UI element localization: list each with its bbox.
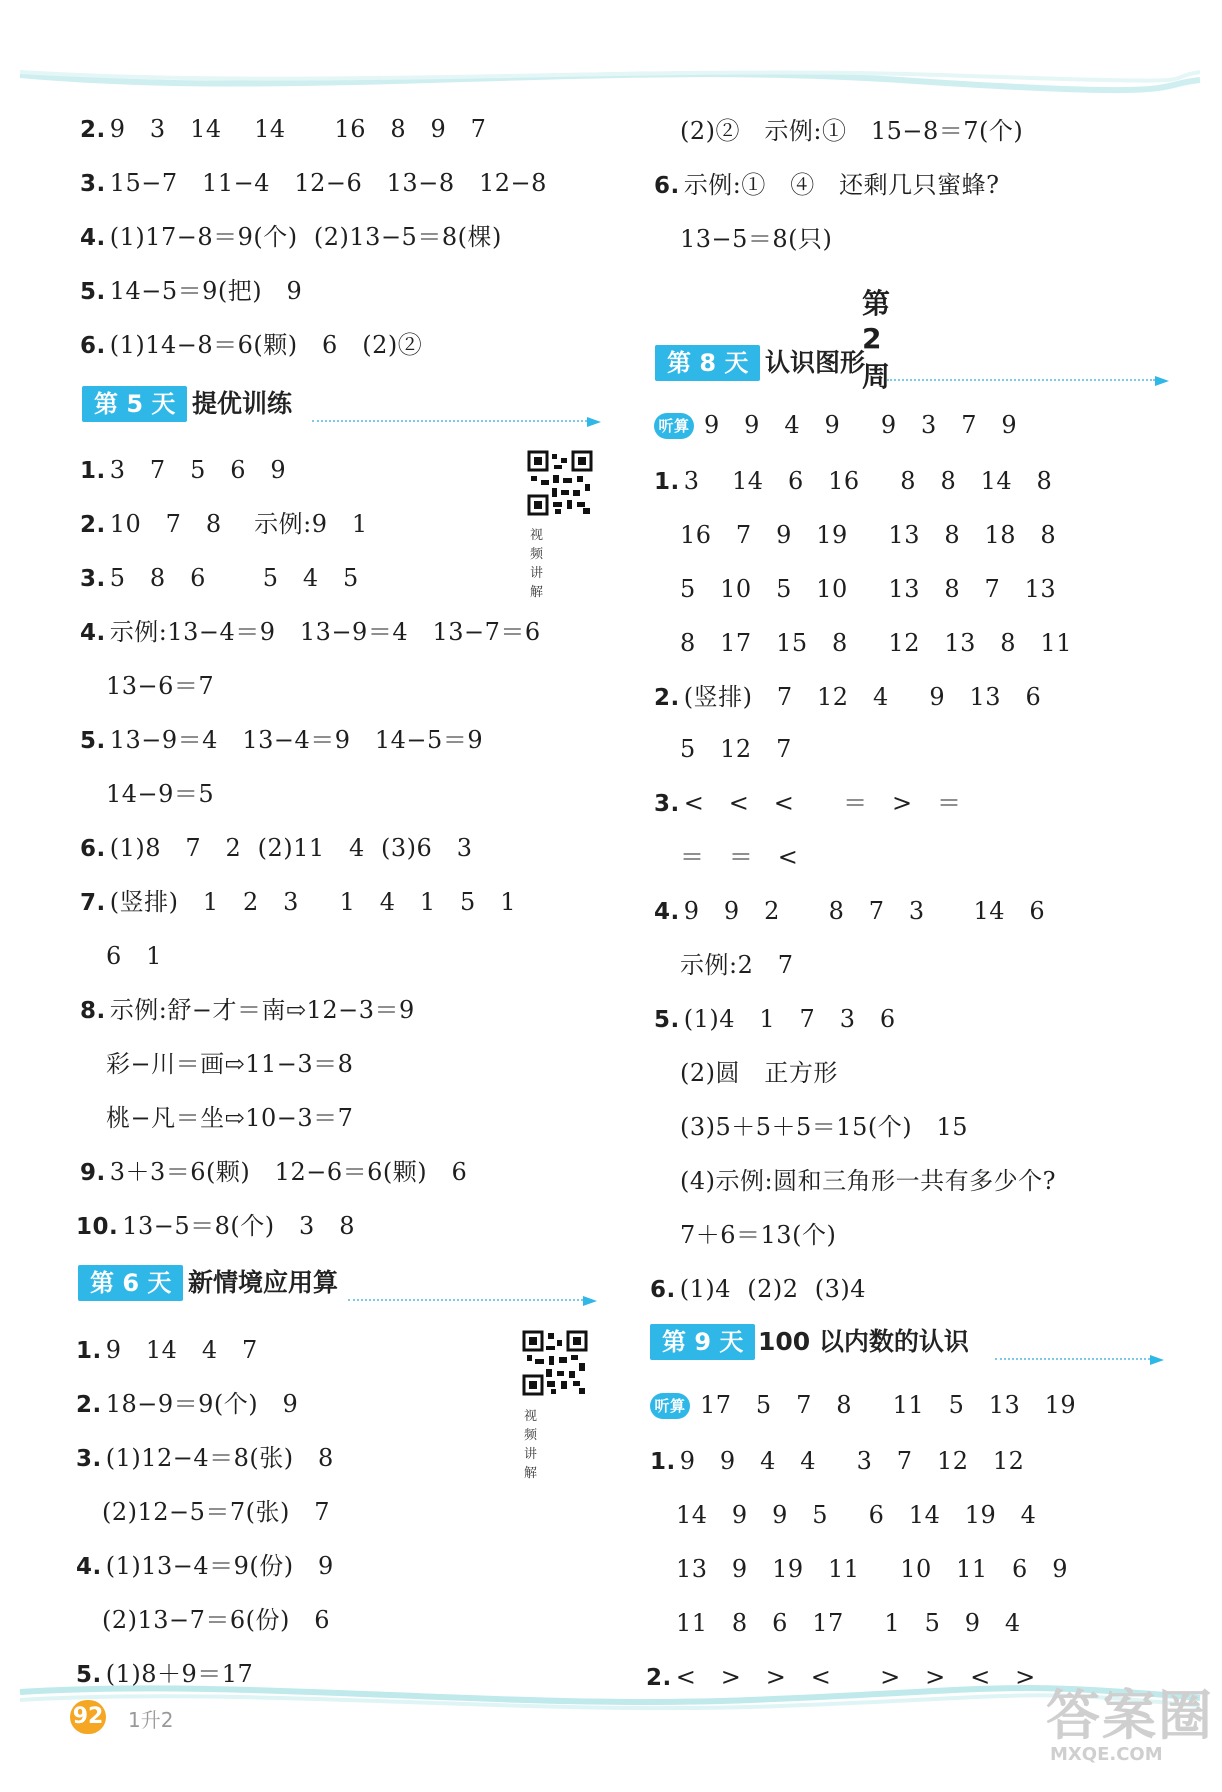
day-badge: 第 5 天 [82, 386, 187, 422]
answer-line: 6. (1)4 (2)2 (3)4 [650, 1275, 867, 1303]
answer-line: 2. 10 7 8 示例:9 1 [80, 510, 368, 538]
answer-line: 2. < > > < > > < > [646, 1663, 1036, 1691]
answer-line: 4. 示例:13−4＝9 13−9＝4 13−7＝6 [80, 618, 541, 646]
grade-label: 1升2 [128, 1708, 174, 1732]
answer-line: 3. < < < ＝ > ＝ [654, 789, 962, 817]
answer-line: 2. 9 3 14 14 16 8 9 7 [80, 115, 487, 143]
qr-label: 视频讲解 [530, 528, 544, 600]
answer-line: (2)② 示例:① 15−8＝7(个) [680, 117, 1024, 145]
answer-line: 听算 17 5 7 8 11 5 13 19 [650, 1390, 1076, 1420]
answer-line: 7＋6＝13(个) [680, 1221, 837, 1249]
qr-code-icon[interactable] [527, 450, 593, 516]
section-header-day5 [82, 386, 602, 424]
listen-badge: 听算 [654, 413, 694, 439]
section-header-day9 [650, 1324, 1170, 1362]
answer-line: 听算 9 9 4 9 9 3 7 9 [654, 410, 1017, 440]
answer-line: 1. 9 14 4 7 [76, 1336, 258, 1364]
answer-line: 1. 3 7 5 6 9 [80, 456, 287, 484]
section-title: 新情境应用算 [188, 1268, 339, 1297]
answer-line: 5. 14−5＝9(把) 9 [80, 277, 303, 305]
arrow-marker-icon [587, 417, 601, 427]
arrow-marker-icon [1155, 376, 1169, 386]
answer-line: (3)5＋5＋5＝15(个) 15 [680, 1113, 968, 1141]
answer-line: 10. 13−5＝8(个) 3 8 [76, 1212, 355, 1240]
section-header-day6 [78, 1265, 598, 1303]
answer-line: 2. (竖排) 7 12 4 9 13 6 [654, 683, 1042, 711]
dotted-rule [312, 420, 587, 422]
day-badge: 第 9 天 [650, 1324, 755, 1360]
answer-line: 6. (1)8 7 2 (2)11 4 (3)6 3 [80, 834, 473, 862]
answer-line: 3. 15−7 11−4 12−6 13−8 12−8 [80, 169, 547, 197]
qr-code-icon[interactable] [522, 1330, 588, 1396]
answer-line: 彩−川＝画⇨11−3＝8 [106, 1050, 354, 1078]
answer-line: 5. (1)8＋9＝17 [76, 1660, 254, 1688]
answer-line: 示例:2 7 [680, 951, 794, 979]
answer-line: 8 17 15 8 12 13 8 11 [680, 629, 1072, 657]
arrow-marker-icon [1150, 1355, 1164, 1365]
watermark-url: MXQE.COM [1050, 1744, 1163, 1765]
answer-line: (4)示例:圆和三角形一共有多少个? [680, 1167, 1056, 1195]
answer-line: 5 10 5 10 13 8 7 13 [680, 575, 1057, 603]
answer-line: ＝ ＝ < [680, 843, 799, 871]
answer-line: (2)圆 正方形 [680, 1059, 838, 1087]
answer-line: 1. 3 14 6 16 8 8 14 8 [654, 467, 1053, 495]
watermark-text: 答案圈 [1046, 1684, 1214, 1747]
day-badge: 第 8 天 [655, 345, 760, 381]
section-title: 提优训练 [192, 389, 293, 418]
answer-line: (2)12−5＝7(张) 7 [102, 1498, 331, 1526]
answer-line: 14−9＝5 [106, 780, 215, 808]
answer-line: 3. 5 8 6 5 4 5 [80, 564, 359, 592]
week-title: 第 2 周 [862, 287, 891, 393]
answer-line: 11 8 6 17 1 5 9 4 [676, 1609, 1021, 1637]
answer-line: 4. (1)13−4＝9(份) 9 [76, 1552, 334, 1580]
dotted-rule [348, 1299, 583, 1301]
answer-line: 6. 示例:① ④ 还剩几只蜜蜂? [654, 171, 1000, 199]
answer-line: 5. (1)4 1 7 3 6 [654, 1005, 896, 1033]
section-header-day8 [655, 345, 1175, 383]
answer-line: 5 12 7 [680, 735, 792, 763]
top-wave-decoration [0, 60, 1222, 120]
dotted-rule [995, 1358, 1150, 1360]
answer-line: 13 9 19 11 10 11 6 9 [676, 1555, 1068, 1583]
arrow-marker-icon [583, 1296, 597, 1306]
answer-line: 1. 9 9 4 4 3 7 12 12 [650, 1447, 1025, 1475]
answer-line: 8. 示例:舒−才＝南⇨12−3＝9 [80, 996, 415, 1024]
answer-line: 4. (1)17−8＝9(个) (2)13−5＝8(棵) [80, 223, 502, 251]
answer-line: 13−6＝7 [106, 672, 215, 700]
section-title: 认识图形 [765, 348, 866, 377]
listen-badge: 听算 [650, 1393, 690, 1419]
answer-line: (2)13−7＝6(份) 6 [102, 1606, 331, 1634]
answer-line: 14 9 9 5 6 14 19 4 [676, 1501, 1037, 1529]
answer-line: 5. 13−9＝4 13−4＝9 14−5＝9 [80, 726, 484, 754]
answer-line: 3. (1)12−4＝8(张) 8 [76, 1444, 334, 1472]
answer-line: 4. 9 9 2 8 7 3 14 6 [654, 897, 1046, 925]
answer-line: 6. (1)14−8＝6(颗) 6 (2)② [80, 331, 423, 359]
answer-line: 9. 3＋3＝6(颗) 12−6＝6(颗) 6 [80, 1158, 468, 1186]
page-number-badge: 92 [70, 1700, 106, 1734]
answer-line: 7. (竖排) 1 2 3 1 4 1 5 1 [80, 888, 516, 916]
answer-line: 2. 18−9＝9(个) 9 [76, 1390, 299, 1418]
answer-line: 6 1 [106, 942, 162, 970]
watermark-logo [1046, 1684, 1214, 1765]
answer-line: 桃−凡＝坐⇨10−3＝7 [106, 1104, 354, 1132]
qr-label: 视频讲解 [524, 1409, 538, 1481]
day-badge: 第 6 天 [78, 1265, 183, 1301]
section-title: 100 以内数的认识 [758, 1327, 969, 1356]
answer-line: 16 7 9 19 13 8 18 8 [680, 521, 1057, 549]
answer-line: 13−5＝8(只) [680, 225, 833, 253]
dotted-rule [887, 379, 1155, 381]
